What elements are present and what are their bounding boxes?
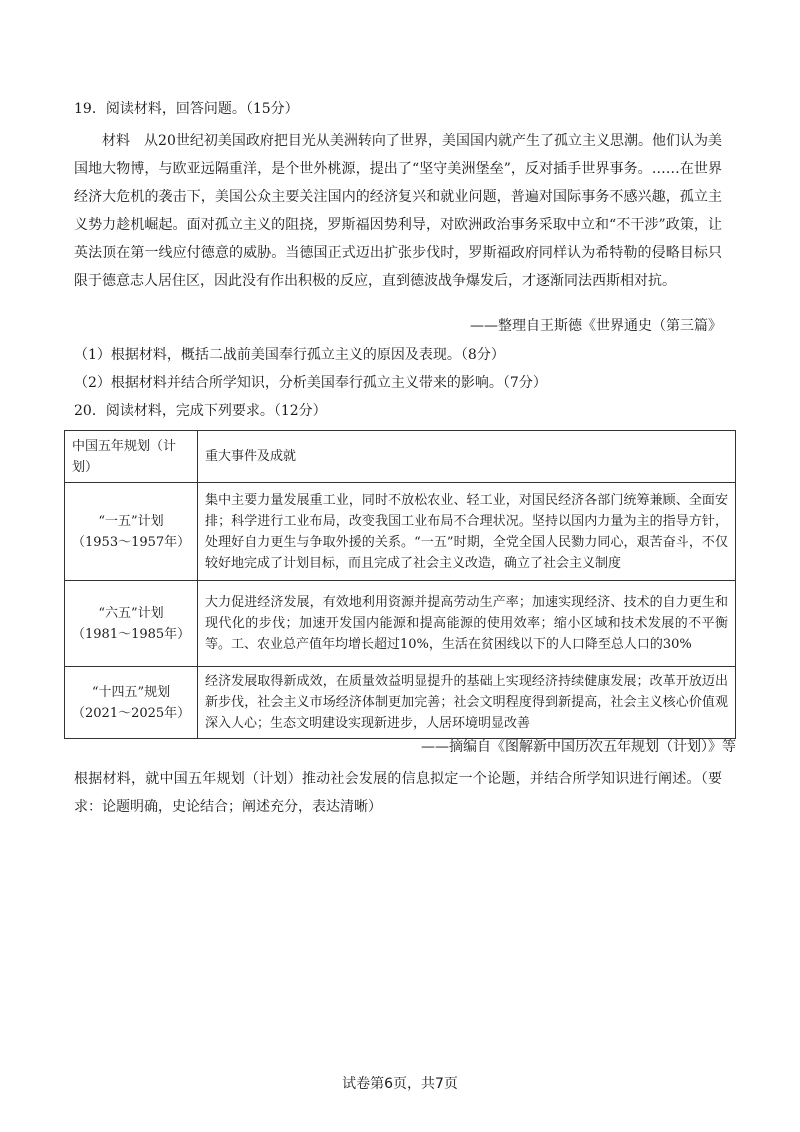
plan-content: 集中主要力量发展重工业，同时不放松农业、轻工业，对国民经济各部门统筹兼顾、全面安排；科学进行工业布局，改变我国工业布局不合理状况。坚持以国内力量为主的指导方针，处理好自力更生与争取外援的关系。“一五”时期，全党全国人民勠力同心，艰苦奋斗，不仅较好地完成了计划目标，而且完成了社会主义改造，确立了社会主义制度 [198,483,736,581]
q19-source: ——整理自王斯德《世界通史（第三篇》 [470,318,722,334]
plan-years: （1981～1985年） [72,626,191,642]
table-row [65,483,736,581]
plan-years: （2021～2025年） [72,705,191,721]
plan-cell [65,483,198,581]
q20-task: 根据材料，就中国五年规划（计划）推动社会发展的信息拟定一个论题，并结合所学知识进行阐述。（要求：论题明确，史论结合；阐述充分，表达清晰） [74,771,722,815]
material-label: 材料 [102,133,131,149]
header-plan: 中国五年规划（计划） [65,431,198,483]
page-footer: 试卷第6页，共7页 [342,1076,458,1092]
q19-heading: 19．阅读材料，回答问题。（15分） [74,101,299,117]
plan-cell [65,667,198,739]
table-row [65,581,736,667]
material-text: 从20世纪初美国政府把目光从美洲转向了世界，美国国内就产生了孤立主义思潮。他们认为美国地大物博，与欧亚远隔重洋，是个世外桃源，提出了“坚守美洲堡垒”，反对插手世界事务。……在世界经济大危机的袭击下，美国公众主要关注国内的经济复兴和就业问题，普遍对国际事务不感兴趣，孤立主义势力趁机崛起。面对孤立主义的阻挠，罗斯福因势利导，对欧洲政治事务采取中立和“不干涉”政策，让英法顶在第一线应付德意的威胁。当德国正式迈出扩张步伐时，罗斯福政府同样认为希特勒的侵略目标只限于德意志人居住区，因此没有作出积极的反应，直到德波战争爆发后，才逐渐同法西斯相对抗。 [74,133,723,289]
q20-source: ——摘编自《图解新中国历次五年规划（计划）》等 [421,739,736,755]
table-header-row [65,431,736,483]
plan-content: 经济发展取得新成效，在质量效益明显提升的基础上实现经济持续健康发展；改革开放迈出新步伐，社会主义市场经济体制更加完善；社会文明程度得到新提高，社会主义核心价值观深入人心；生态文明建设实现新进步，人居环境明显改善 [198,667,736,739]
table-row [65,667,736,739]
plan-years: （1953～1957年） [72,534,191,550]
q19-material [74,127,722,295]
q19-subquestion-2: （2）根据材料并结合所学知识，分析美国奉行孤立主义带来的影响。（7分） [74,375,547,391]
q20-heading: 20．阅读材料，完成下列要求。（12分） [74,403,327,419]
plan-content: 大力促进经济发展，有效地利用资源并提高劳动生产率；加速实现经济、技术的自力更生和现代化的步伐；加速开发国内能源和提高能源的使用效率；缩小区域和技术发展的不平衡等。工、农业总产值年均增长超过10%，生活在贫困线以下的人口降至总人口的30% [198,581,736,667]
plan-name: “六五”计划 [98,605,164,621]
q19-subquestion-1: （1）根据材料，概括二战前美国奉行孤立主义的原因及表现。（8分） [74,347,505,363]
header-events: 重大事件及成就 [198,431,736,483]
plan-name: “一五”计划 [98,513,164,529]
plan-name: “十四五”规划 [91,684,171,700]
five-year-plans-table [64,430,736,739]
plan-cell [65,581,198,667]
